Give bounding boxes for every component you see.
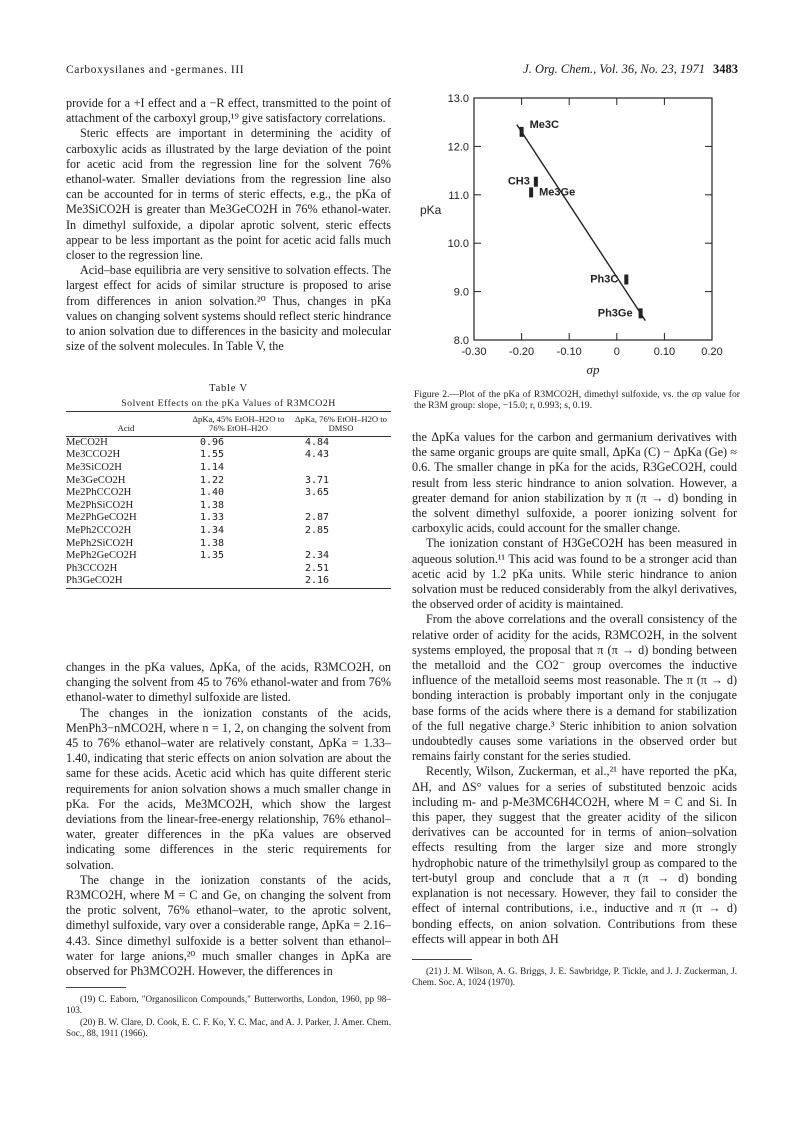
page-number: 3483	[713, 62, 738, 76]
cell-value	[291, 538, 391, 551]
paragraph: Acid–base equilibria are very sensitive to solvation effects. The largest effect for acids of similar structure is proposed to arise from differences in anion solvation.²⁰ Thus, changes in pKa values on changing solvent systems should reflect steric hindrance to anion solvation due to differences in the basicity and molecular size of the solvent molecules. In Table V, the	[66, 263, 391, 354]
paragraph: From the above correlations and the overall consistency of the relative order of acidity for the acids, R3MCO2H, in the solvent systems employed, the proposal that π (π → d) bonding between the metalloid and the CO2⁻ group overcomes the inductive influence of the metalloid seems most reasonable. The π (π → d) bonding interaction is probably important only in the conjugate base forms of the acids where there is a demand for stabilization of the full negative charge.³ Steric inhibition to anion solvation undoubtedly causes some variations in the observed order but remains fairly constant for the series studied.	[412, 612, 737, 764]
y-tick-label: 12.0	[447, 141, 469, 154]
footnote-rule	[412, 959, 472, 960]
table-title: Table V	[209, 383, 248, 394]
cell-value: 1.35	[200, 550, 225, 562]
cell-value: 2.87	[305, 512, 330, 524]
cell-value: 3.65	[305, 487, 330, 499]
table-row	[66, 462, 391, 475]
x-tick-label: -0.20	[509, 346, 535, 358]
cell-acid: Me3SiCO2H	[66, 462, 122, 473]
cell-value: 2.34	[305, 550, 330, 562]
point-label: Ph3C	[590, 273, 619, 286]
table-row	[66, 538, 391, 551]
y-tick-label: 10.0	[447, 238, 469, 251]
table-row	[66, 512, 391, 525]
paragraph: The ionization constant of H3GeCO2H has been measured in aqueous solution.¹¹ This acid was found to be a stronger acid than acetic acid by 1.2 pKa units. While steric hindrance to anion solvation must be reduced considerably from the alkyl derivatives, the observed order of acidity is maintained.	[412, 536, 737, 612]
x-tick-label: 0.20	[701, 346, 723, 358]
cell-acid: Ph3CCO2H	[66, 562, 118, 574]
paragraph: The changes in the ionization constants of the acids, MenPh3−nMCO2H, where n = 1, 2, on changing the solvent from 45 to 76% ethanol–water are relatively constant, ΔpKa = 1.33–1.40, indicating that steric effects on anion solvation are about the same for these acids. Acetic acid which has quite different steric requirements for anion solvation shows a much smaller change in pKa. For the acids, Me3MCO2H, which show the largest deviations from the linear-free-energy relationship, 76% ethanol–water, greater differences in the pKa values are observed indicating some differences in the steric requirements for solvation.	[66, 705, 391, 872]
table-row	[66, 436, 391, 449]
left-column-top	[66, 96, 391, 354]
cell-acid: Me3GeCO2H	[66, 474, 126, 486]
y-tick-label: 11.0	[448, 189, 469, 202]
table-subtitle: Solvent Effects on the pKa Values of R3MCO2H	[121, 398, 336, 409]
table-row	[66, 563, 391, 576]
paragraph: The change in the ionization constants of the acids, R3MCO2H, where M = C and Ge, on changing the solvent from the protic solvent, 76% ethanol–water, to the aprotic solvent, dimethyl sulfoxide, vary over a considerable range, ΔpKa = 2.16–4.43. Since dimethyl sulfoxide is a better solvent than ethanol–water for large anions,²⁰ much smaller changes in ΔpKa are observed for Ph3MCO2H. However, the differences in	[66, 872, 391, 979]
cell-acid: MeCO2H	[66, 436, 108, 448]
table-row	[66, 500, 391, 513]
paragraph: provide for a +I effect and a −R effect, transmitted to the point of attachment of the carboxyl group,¹⁹ give satisfactory correlations.	[66, 96, 391, 126]
footnote: (19) C. Eaborn, "Organosilicon Compounds," Butterworths, London, 1960, pp 98–103.	[66, 994, 391, 1016]
cell-value	[291, 500, 391, 513]
col-header-dpka-1: ΔpKa, 45% EtOH–H2O to 76% EtOH–H2O	[192, 414, 285, 434]
data-point	[520, 127, 524, 137]
paragraph: Steric effects are important in determining the acidity of carboxylic acids as illustrated by the large deviation of the point for acetic acid from the regression line for the solvent 76% ethanol-water. Smaller deviations from the regression line also can be accounted for in terms of steric effects, e.g., the pKa of Me3SiCO2H is greater than Me3GeCO2H in 76% ethanol-water. In dimethyl sulfoxide, a dipolar aprotic solvent, steric effects appear to be less important as the point for acetic acid falls much closer to the regression line.	[66, 126, 391, 263]
data-point	[624, 275, 628, 285]
cell-value: 4.84	[305, 436, 330, 448]
col-header-acid: Acid	[117, 423, 135, 434]
y-tick-label: 13.0	[447, 93, 469, 105]
cell-value: 2.85	[305, 524, 330, 536]
table-row	[66, 487, 391, 500]
cell-value: 4.43	[305, 449, 330, 461]
cell-value	[291, 462, 391, 475]
data-table	[66, 411, 391, 589]
left-column-bottom	[66, 660, 391, 1039]
regression-line	[517, 125, 646, 321]
running-title: Carboxysilanes and -germanes. III	[66, 64, 245, 76]
paragraph: changes in the pKa values, ΔpKa, of the acids, R3MCO2H, on changing the solvent from 45 to 76% ethanol-water and from 76% ethanol-water to dimethyl sulfoxide are listed.	[66, 660, 391, 705]
point-label: Me3C	[529, 118, 559, 131]
cell-acid: MePh2SiCO2H	[66, 537, 134, 549]
footnote: (21) J. M. Wilson, A. G. Briggs, J. E. Sawbridge, P. Tickle, and J. J. Zuckerman, J. Chem. Soc. A, 1024 (1970).	[412, 965, 737, 988]
cell-value: 1.22	[200, 474, 225, 486]
cell-value: 1.55	[200, 449, 225, 461]
paragraph: Recently, Wilson, Zuckerman, et al.,²¹ have reported the pKa, ΔH, and ΔS° values for a series of substituted benzoic acids including m- and p-Me3MC6H4CO2H, where M = C and Si. In this paper, they suggest that the greater acidity of the silicon derivatives can be accounted for in terms of anion–solvation effects resulting from the larger size and more strongly hydrophobic nature of the trimethylsilyl group as compared to the tert-butyl group and conclude that a π (π → d) bonding explanation is not necessary. However, they fail to consider the effect of internal contributions, i.e., inductive and π (π → d) bonding effects, on anion solvation. Contributions from these effects will appear in both ΔH	[412, 764, 737, 946]
paragraph: the ΔpKa values for the carbon and germanium derivatives with the same organic groups are quite small, ΔpKa (C) − ΔpKa (Ge) ≈ 0.6. The smaller change in pKa for the acids, R3GeCO2H, could result from less steric hindrance to anion solvation. However, a greater demand for anion stabilization by π (π → d) bonding in the solvent dimethyl sulfoxide, a poorer ionizing solvent for carboxylic acids, could account for the smaller change.	[412, 430, 737, 536]
cell-value: 1.40	[200, 487, 225, 499]
x-tick-label: -0.30	[461, 346, 487, 358]
y-axis-label: pKa	[420, 203, 442, 218]
figure-caption: Figure 2.—Plot of the pKa of R3MCO2H, dimethyl sulfoxide, vs. the σp value for the R3M group: slope, −15.0; r, 0.993; s, 0.19.	[414, 389, 740, 412]
data-point	[529, 187, 533, 197]
cell-value: 1.33	[200, 512, 225, 524]
table-v	[66, 383, 391, 589]
y-tick-label: 9.0	[453, 286, 469, 299]
point-label: CH3	[507, 175, 530, 188]
table-header-row	[66, 412, 391, 437]
cell-acid: MePh2CCO2H	[66, 524, 132, 536]
cell-acid: Me2PhSiCO2H	[66, 499, 134, 511]
figure-2-plot	[412, 88, 742, 398]
cell-value: 1.38	[200, 537, 225, 549]
point-label: Ph3Ge	[597, 307, 633, 320]
cell-value: 1.14	[200, 462, 225, 473]
table-row	[66, 525, 391, 538]
journal-citation: J. Org. Chem., Vol. 36, No. 23, 1971	[523, 62, 705, 76]
footnote-rule	[66, 987, 126, 988]
cell-acid: Me2PhGeCO2H	[66, 512, 137, 524]
right-column	[412, 430, 737, 988]
cell-acid: MePh2GeCO2H	[66, 550, 137, 562]
cell-acid: Me2PhCCO2H	[66, 487, 132, 499]
footnote: (20) B. W. Clare, D. Cook, E. C. F. Ko, Y. C. Mac, and A. J. Parker, J. Amer. Chem. Soc., 88, 1911 (1966).	[66, 1016, 391, 1038]
x-tick-label: 0	[613, 346, 620, 358]
table-row	[66, 575, 391, 588]
col-header-dpka-2: ΔpKa, 76% EtOH–H2O to DMSO	[295, 414, 387, 434]
table-row	[66, 449, 391, 462]
journal-header	[523, 62, 738, 77]
table-body	[66, 436, 391, 588]
x-tick-label: 0.10	[653, 346, 676, 358]
x-axis-label: σp	[586, 362, 600, 377]
cell-acid: Ph3GeCO2H	[66, 575, 123, 587]
cell-value	[186, 563, 291, 576]
cell-value: 2.16	[305, 575, 330, 587]
table-row	[66, 475, 391, 488]
cell-value: 2.51	[305, 562, 330, 574]
data-point	[639, 308, 643, 318]
cell-value: 1.38	[200, 499, 225, 511]
cell-value: 3.71	[305, 474, 330, 486]
cell-value: 1.34	[200, 524, 225, 536]
data-point	[534, 177, 538, 187]
point-label: Me3Ge	[539, 186, 576, 199]
cell-value: 0.96	[200, 436, 225, 448]
cell-value	[186, 575, 291, 588]
plot-area	[420, 93, 723, 377]
plot-frame	[474, 98, 712, 340]
y-tick-label: 8.0	[453, 335, 469, 347]
x-tick-label: -0.10	[556, 346, 582, 358]
table-row	[66, 550, 391, 563]
cell-acid: Me3CCO2H	[66, 449, 121, 461]
